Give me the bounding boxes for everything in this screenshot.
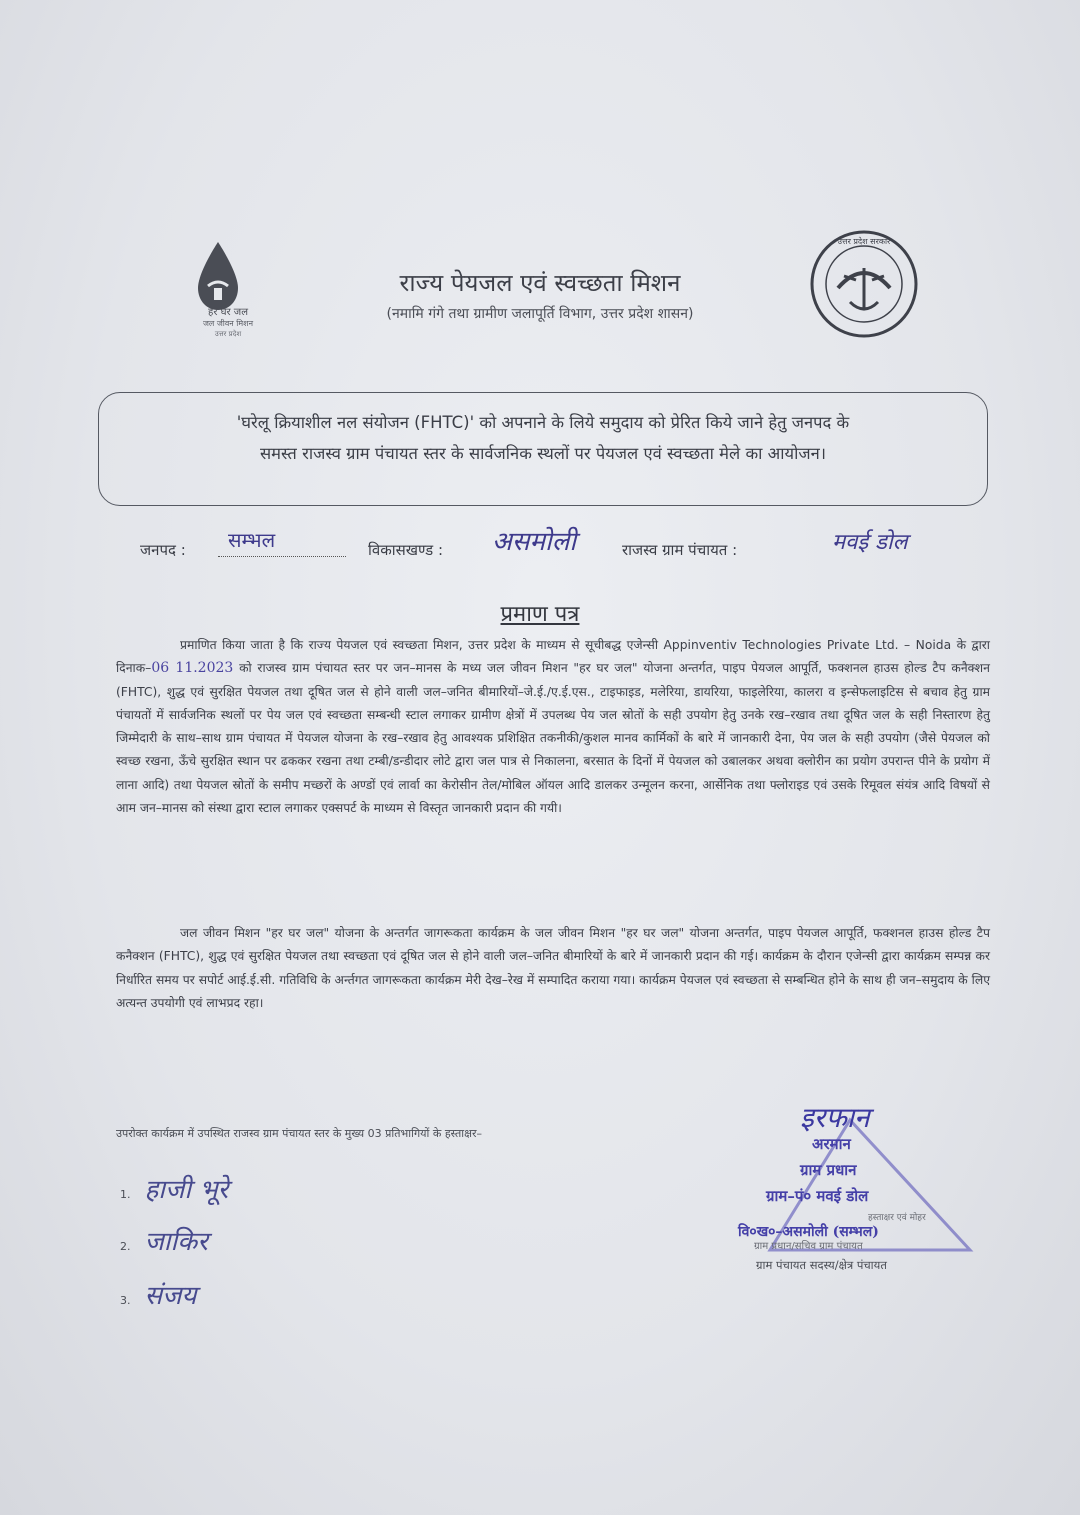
- logo-caption-2: जल जीवन मिशन: [202, 319, 254, 328]
- paragraph-1-after-date: को राजस्व ग्राम पंचायत स्तर पर जन–मानस के मध्य जल जीवन मिशन "हर घर जल" योजना अन्तर्गत, पाइप पेयजल आपूर्ति, फक्शनल हाउस होल्ड टैप कनैक्शन (FHTC), शुद्ध एवं सुरक्षित पेयजल तथा दूषित जल से होने वाली जल–जनित बीमारियों–जे.ई./ए.ई.एस., टाइफाइड, मलेरिया, डायरिया, फाइलेरिया, कालरा व इन्सेफलाइटिस से बचाव हेतु ग्राम पंचायतों में सार्वजनिक स्थलों पर पेय जल एवं स्वच्छता सम्बन्धी स्टाल लगाकर ग्रामीण क्षेत्रों में उपलब्ध पेय जल स्रोतों के सही उपयोग हेतु उनके रख–रखाव तथा दूषित जल के सही निस्तारण हेतु जिम्मेदारी के साथ–साथ ग्राम पंचायत में पेयजल योजना के रख–रखाव हेतु आवश्यक प्रशिक्षित तकनीकी/कुशल मानव कार्मिकों के बारे में जानकारी देना, पेय जल के सही उपयोग (जैसे पेयजल को स्वच्छ रखना, ऊँचे सुरक्षित स्थान पर ढककर रखना तथा टम्बी/डन्डीदार लोटे द्वारा जल पात्र से निकालना, बरसात के दिनों में पेयजल को उबालकर अथवा क्लोरीन का प्रयोग उपरान्त पीने के प्रयोग में लाना आदि) तथा पेयजल स्रोतों के समीप मच्छरों के अण्डों एवं लार्वा का केरोसीन तेल/मोबिल ऑयल आदि डालकर उन्मूलन करना, आर्सेनिक तथा फ्लोराइड एवं उसके रिमूवल संयंत्र आदि विषयों से आम जन–मानस को संस्था द्वारा स्टाल लगाकर एक्सपर्ट के माध्यम से विस्तृत जानकारी प्रदान की गयी।: [116, 661, 990, 816]
- block-value: असमोली: [492, 527, 577, 557]
- stamp-caption: हस्ताक्षर एवं मोहर: [868, 1213, 926, 1223]
- pradhan-signature: इरफान: [800, 1101, 870, 1134]
- block-label: विकासखण्ड :: [368, 541, 444, 559]
- participants-label: उपरोक्त कार्यक्रम में उपस्थित राजस्व ग्राम पंचायत स्तर के मुख्य 03 प्रतिभागियों के हस्ताक्षर–: [116, 1127, 482, 1140]
- participant-signature-1: [120, 1170, 228, 1206]
- certificate-title: प्रमाण पत्र: [500, 602, 580, 627]
- stamp-footer: ग्राम प्रधान/सचिव ग्राम पंचायत: [754, 1241, 863, 1252]
- certificate-paragraph-1: [116, 634, 990, 820]
- participant-signature: जाकिर: [144, 1227, 208, 1257]
- logo-caption-3: उत्तर प्रदेश: [214, 330, 242, 338]
- stamp-village: ग्राम–पं० मवई डोल: [766, 1187, 869, 1205]
- district-label: जनपद :: [140, 541, 186, 559]
- mission-subtitle: (नमामि गंगे तथा ग्रामीण जलापूर्ति विभाग, उत्तर प्रदेश शासन): [386, 306, 694, 322]
- event-date: 06 11.2023: [151, 660, 234, 677]
- participant-number: 3.: [120, 1294, 131, 1307]
- panchayat-label: राजस्व ग्राम पंचायत :: [622, 541, 738, 559]
- logo-caption-1: हर घर जल: [208, 307, 248, 318]
- paragraph-1-before-date: प्रमाणित किया जाता है कि राज्य पेयजल एवं स्वच्छता मिशन, उत्तर प्रदेश के माध्यम से सूचीबद्ध एजेन्सी Appinventiv Technologies Private Ltd. – Noida के द्वारा दिनाक–: [116, 638, 990, 676]
- panchayat-value: मवई डोल: [832, 530, 908, 555]
- stamp-block: वि०ख०–असमोली (सम्भल): [738, 1224, 879, 1240]
- stamp-role: ग्राम प्रधान: [800, 1161, 857, 1179]
- seal-text: उत्तर प्रदेश सरकार: [837, 237, 891, 246]
- banner-line-2: समस्त राजस्व ग्राम पंचायत स्तर के सार्वजनिक स्थलों पर पेयजल एवं स्वच्छता मेले का आयोजन।: [259, 444, 827, 463]
- participant-signature: संजय: [144, 1281, 197, 1311]
- banner-line-1: 'घरेलू क्रियाशील नल संयोजन (FHTC)' को अपनाने के लिये समुदाय को प्रेरित किये जाने हेतु जनपद के: [236, 413, 850, 432]
- participant-signature: हाजी भूरे: [144, 1175, 229, 1205]
- certificate-paragraph-2: जल जीवन मिशन "हर घर जल" योजना के अन्तर्गत जागरूकता कार्यक्रम के जल जीवन मिशन "हर घर जल" योजना अन्तर्गत, पाइप पेयजल आपूर्ति, फक्शनल हाउस होल्ड टैप कनैक्शन (FHTC), शुद्ध एवं सुरक्षित पेयजल तथा स्वच्छता एवं दूषित जल से होने वाली जल–जनित बीमारियों के बारे में जानकारी प्रदान की गई। कार्यक्रम के दौरान एजेन्सी द्वारा कार्यक्रम सम्पन्न कर निर्धारित समय पर सपोर्ट आई.ई.सी. गतिविधि के अर्न्तगत जागरूकता कार्यक्रम मेरी देख–रेख में सम्पादित कराया गया। कार्यक्रम पेयजल एवं स्वच्छता से सम्बन्धित होने के साथ ही जन–समुदाय के लिए अत्यन्त उपयोगी एवं लाभप्रद रहा।: [116, 926, 990, 1010]
- district-value: सम्भल: [228, 528, 276, 552]
- mission-title: राज्य पेयजल एवं स्वच्छता मिशन: [399, 269, 681, 297]
- stamp-name: अरमान: [812, 1135, 851, 1153]
- location-fields: [140, 527, 980, 566]
- participant-signature-3: [120, 1276, 196, 1312]
- signatory-role: ग्राम पंचायत सदस्य/क्षेत्र पंचायत: [756, 1258, 887, 1272]
- up-government-seal: [808, 228, 920, 340]
- participant-signature-2: [120, 1222, 208, 1258]
- participant-number: 1.: [120, 1188, 131, 1201]
- participant-number: 2.: [120, 1240, 131, 1253]
- event-banner: [98, 392, 988, 506]
